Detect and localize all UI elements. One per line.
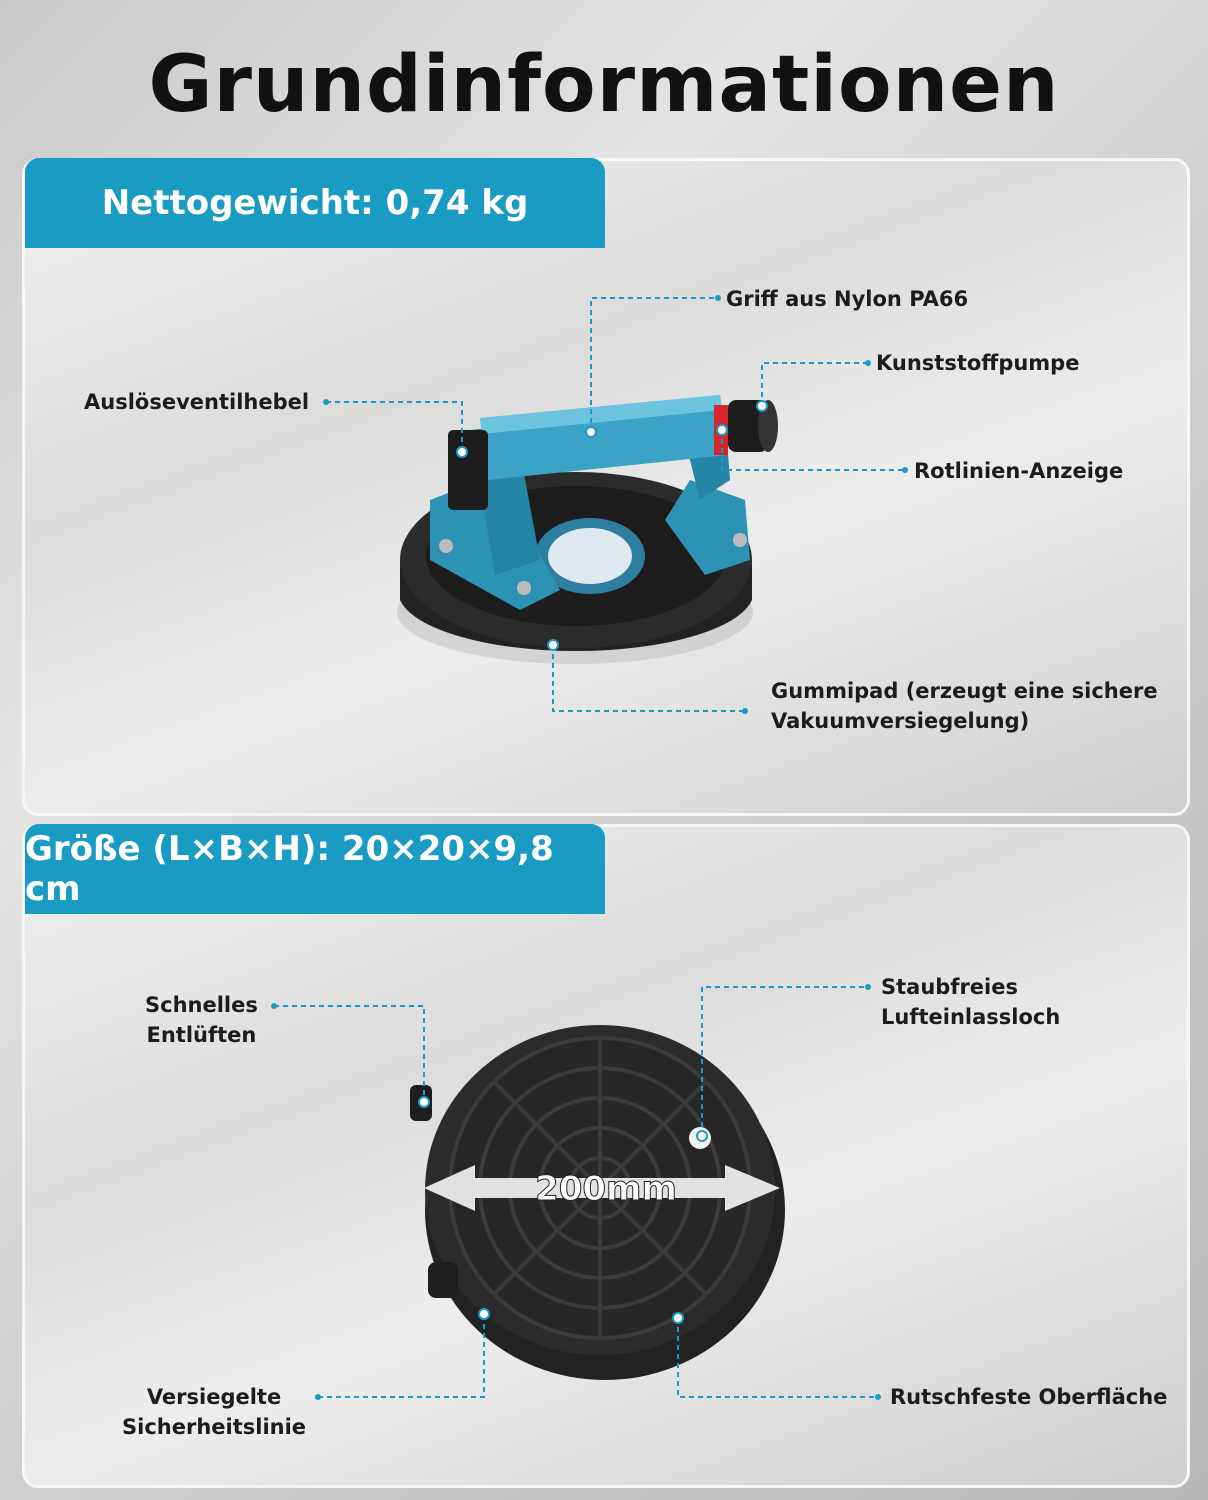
leader-entlueften xyxy=(274,1006,424,1102)
label-pumpe: Kunststoffpumpe xyxy=(876,351,1080,375)
label-gummipad-line1: Gummipad (erzeugt eine sichere xyxy=(771,679,1158,703)
label-linie-line1: Versiegelte xyxy=(146,1385,282,1409)
leader-hebel xyxy=(326,402,462,452)
leader-linie xyxy=(318,1314,484,1397)
label-entlueften xyxy=(145,990,258,1050)
label-staub-line1: Staubfreies xyxy=(881,975,1018,999)
page-title: Grundinformationen xyxy=(148,40,1060,130)
size-banner: Größe (L×B×H): 20×20×9,8 cm xyxy=(25,824,605,914)
label-gummipad xyxy=(771,676,1158,736)
leader-pumpe xyxy=(762,363,868,406)
label-entlueften-line1: Schnelles xyxy=(145,993,258,1017)
label-griff: Griff aus Nylon PA66 xyxy=(726,287,969,311)
label-linie-line2: Sicherheitslinie xyxy=(122,1415,307,1439)
dimension-label: 200mm xyxy=(535,1169,677,1209)
label-oberflaeche: Rutschfeste Oberfläche xyxy=(890,1385,1168,1409)
label-entlueften-line2: Entlüften xyxy=(146,1023,257,1047)
label-gummipad-line2: Vakuumversiegelung) xyxy=(771,709,1030,733)
weight-banner: Nettogewicht: 0,74 kg xyxy=(25,158,605,248)
label-linie xyxy=(122,1382,306,1442)
label-hebel: Auslöseventilhebel xyxy=(84,390,310,414)
label-anzeige: Rotlinien-Anzeige xyxy=(914,459,1124,483)
label-staub xyxy=(881,972,1060,1032)
label-staub-line2: Lufteinlassloch xyxy=(881,1005,1061,1029)
